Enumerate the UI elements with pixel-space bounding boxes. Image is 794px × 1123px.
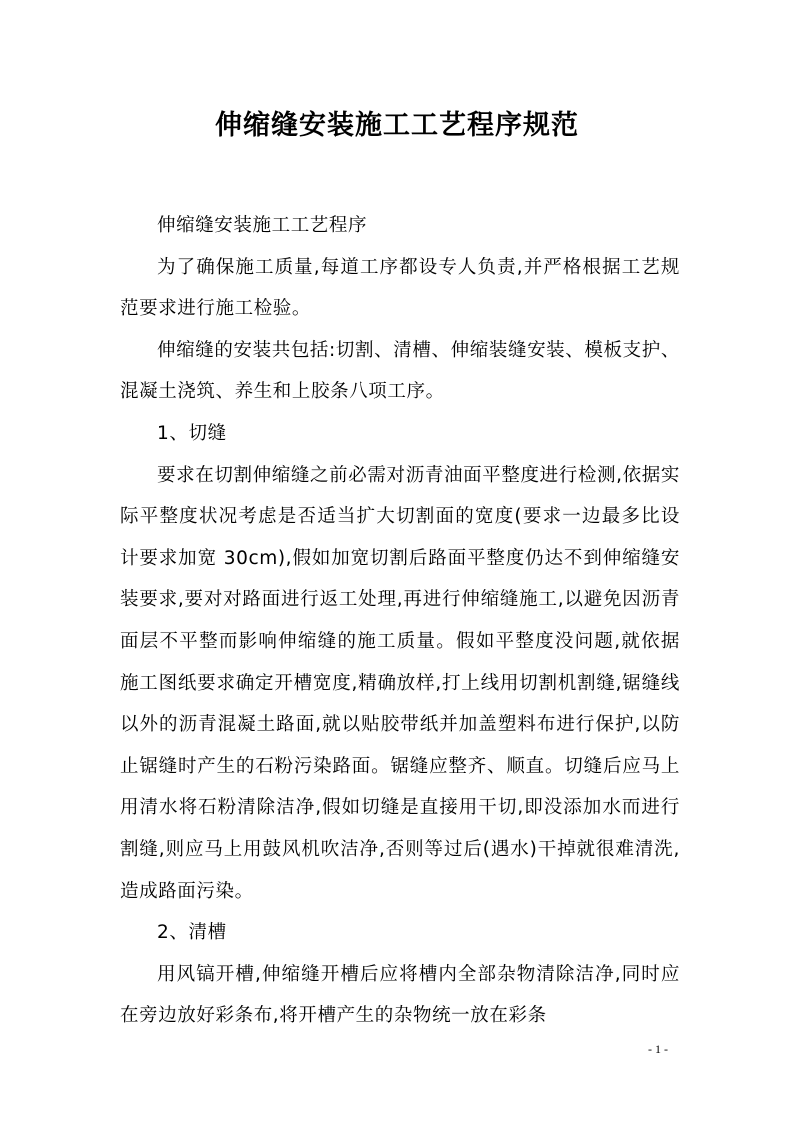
document-title: 伸缩缝安装施工工艺程序规范 (215, 110, 579, 141)
section-heading-cleaning: 2、清槽 (157, 922, 227, 944)
page-number: - 1 - (648, 1042, 668, 1056)
paragraph-cleaning: 用风镐开槽,伸缩缝开槽后应将槽内全部杂物清除洁净,同时应在旁边放好彩条布,将开槽产生的杂物统一放在彩条 (120, 963, 680, 1027)
paragraph-cutting: 要求在切割伸缩缝之前必需对沥青油面平整度进行检测,依据实际平整度状况考虑是否适当扩大切割面的宽度(要求一边最多比设计要求加宽 30cm),假如加宽切割后路面平整度仍达不到伸缩缝安装要求,要对对路面进行返工处理,再进行伸缩缝施工,以避免因沥青面层不平整而影响伸缩缝的施工质量。假如平整度没问题,就依据施工图纸要求确定开槽宽度,精确放样,打上线用切割机割缝,锯缝线以外的沥青混凝土路面,就以贴胶带纸并加盖塑料布进行保护,以防止锯缝时产生的石粉污染路面。锯缝应整齐、顺直。切缝后应马上用清水将石粉清除洁净,假如切缝是直接用干切,即没添加水而进行割缝,则应马上用鼓风机吹洁净,否则等过后(遇水)干掉就很难清洗,造成路面污染。 (120, 464, 680, 902)
section-heading-cutting: 1、切缝 (157, 422, 227, 444)
paragraph-quality: 为了确保施工质量,每道工序都设专人负责,并严格根据工艺规范要求进行施工检验。 (120, 256, 680, 320)
paragraph-procedures: 伸缩缝的安装共包括:切割、清槽、伸缩装缝安装、模板支护、混凝土浇筑、养生和上胶条八项工序。 (120, 339, 680, 403)
document-body (120, 205, 680, 1037)
paragraph-heading-process: 伸缩缝安装施工工艺程序 (157, 215, 368, 236)
